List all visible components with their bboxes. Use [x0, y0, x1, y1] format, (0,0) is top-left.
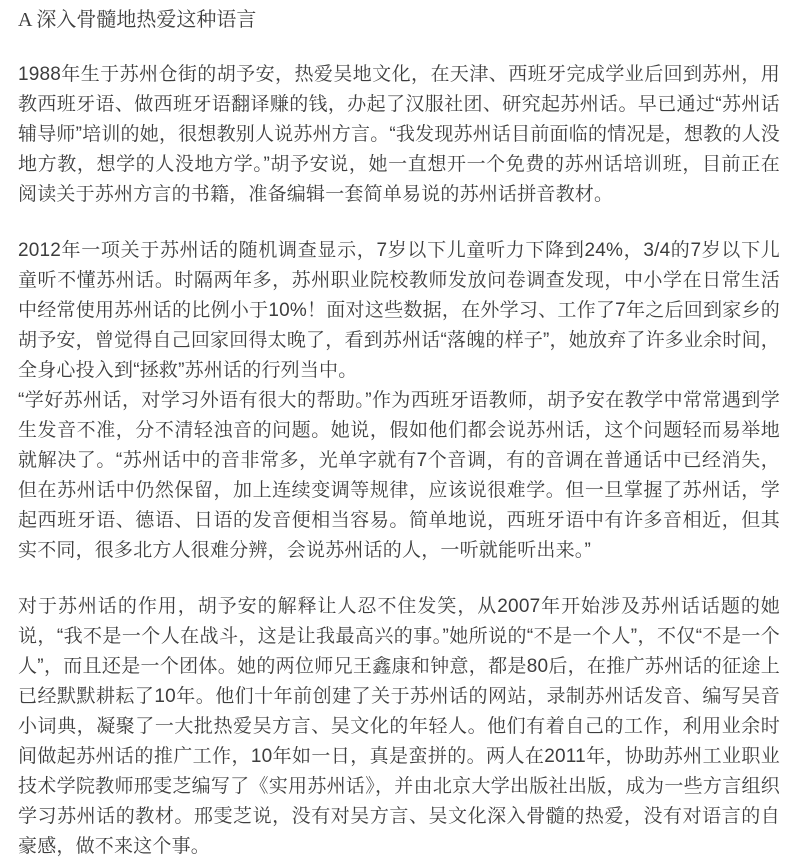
paragraph-team: 对于苏州话的作用，胡予安的解释让人忍不住发笑，从2007年开始涉及苏州话话题的她说，“我不是一个人在战斗，这是让我最高兴的事。”她所说的“不是一个人”，不仅“不是一个人”，而且还是一个团体。她的两位师兄王鑫康和钟意，都是80后，在推广苏州话的征途上已经默默耕耘了10年。他们十年前创建了关于苏州话的网站，录制苏州话发音、编写吴音小词典，凝聚了一大批热爱吴方言、吴文化的年轻人。他们有着自己的工作，利用业余时间做起苏州话的推广工作，10年如一日，真是蛮拼的。两人在2011年，协助苏州工业职业技术学院教师邢雯芝编写了《实用苏州话》，并由北京大学出版社出版，成为一些方言组织学习苏州话的教材。邢雯芝说，没有对吴方言、吴文化深入骨髓的热爱，没有对语言的自豪感，做不来这个事。: [18, 596, 780, 857]
article-title: A 深入骨髓地热爱这种语言: [18, 9, 257, 31]
paragraph-intro: 1988年生于苏州仓街的胡予安，热爱吴地文化，在天津、西班牙完成学业后回到苏州，用教西班牙语、做西班牙语翻译赚的钱，办起了汉服社团、研究起苏州话。早已通过“苏州话辅导师”培训的她，很想教别人说苏州方言。“我发现苏州话目前面临的情况是，想教的人没地方教，想学的人没地方学。”胡予安说，她一直想开一个免费的苏州话培训班，目前正在阅读关于苏州方言的书籍，准备编辑一套简单易说的苏州话拼音教材。: [18, 64, 780, 205]
paragraph-survey: 2012年一项关于苏州话的随机调查显示，7岁以下儿童听力下降到24%，3/4的7岁以下儿童听不懂苏州话。时隔两年多，苏州职业院校教师发放问卷调查发现，中小学在日常生活中经常使用苏州话的比例小于10%！面对这些数据，在外学习、工作了7年之后回到家乡的胡予安，曾觉得自己回家回得太晚了，看到苏州话“落魄的样子”，她放弃了许多业余时间，全身心投入到“拯救”苏州话的行列当中。: [18, 240, 780, 381]
paragraph-language-benefit: “学好苏州话，对学习外语有很大的帮助。”作为西班牙语教师，胡予安在教学中常常遇到学生发音不准，分不清轻浊音的问题。她说，假如他们都会说苏州话，这个问题轻而易举地就解决了。“苏州话中的音非常多，光单字就有7个音调，有的音调在普通话中已经消失，但在苏州话中仍然保留，加上连续变调等规律，应该说很难学。但一旦掌握了苏州话，学起西班牙语、德语、日语的发音便相当容易。简单地说，西班牙语中有许多音相近，但其实不同，很多北方人很难分辨，会说苏州话的人，一听就能听出来。”: [18, 390, 780, 561]
